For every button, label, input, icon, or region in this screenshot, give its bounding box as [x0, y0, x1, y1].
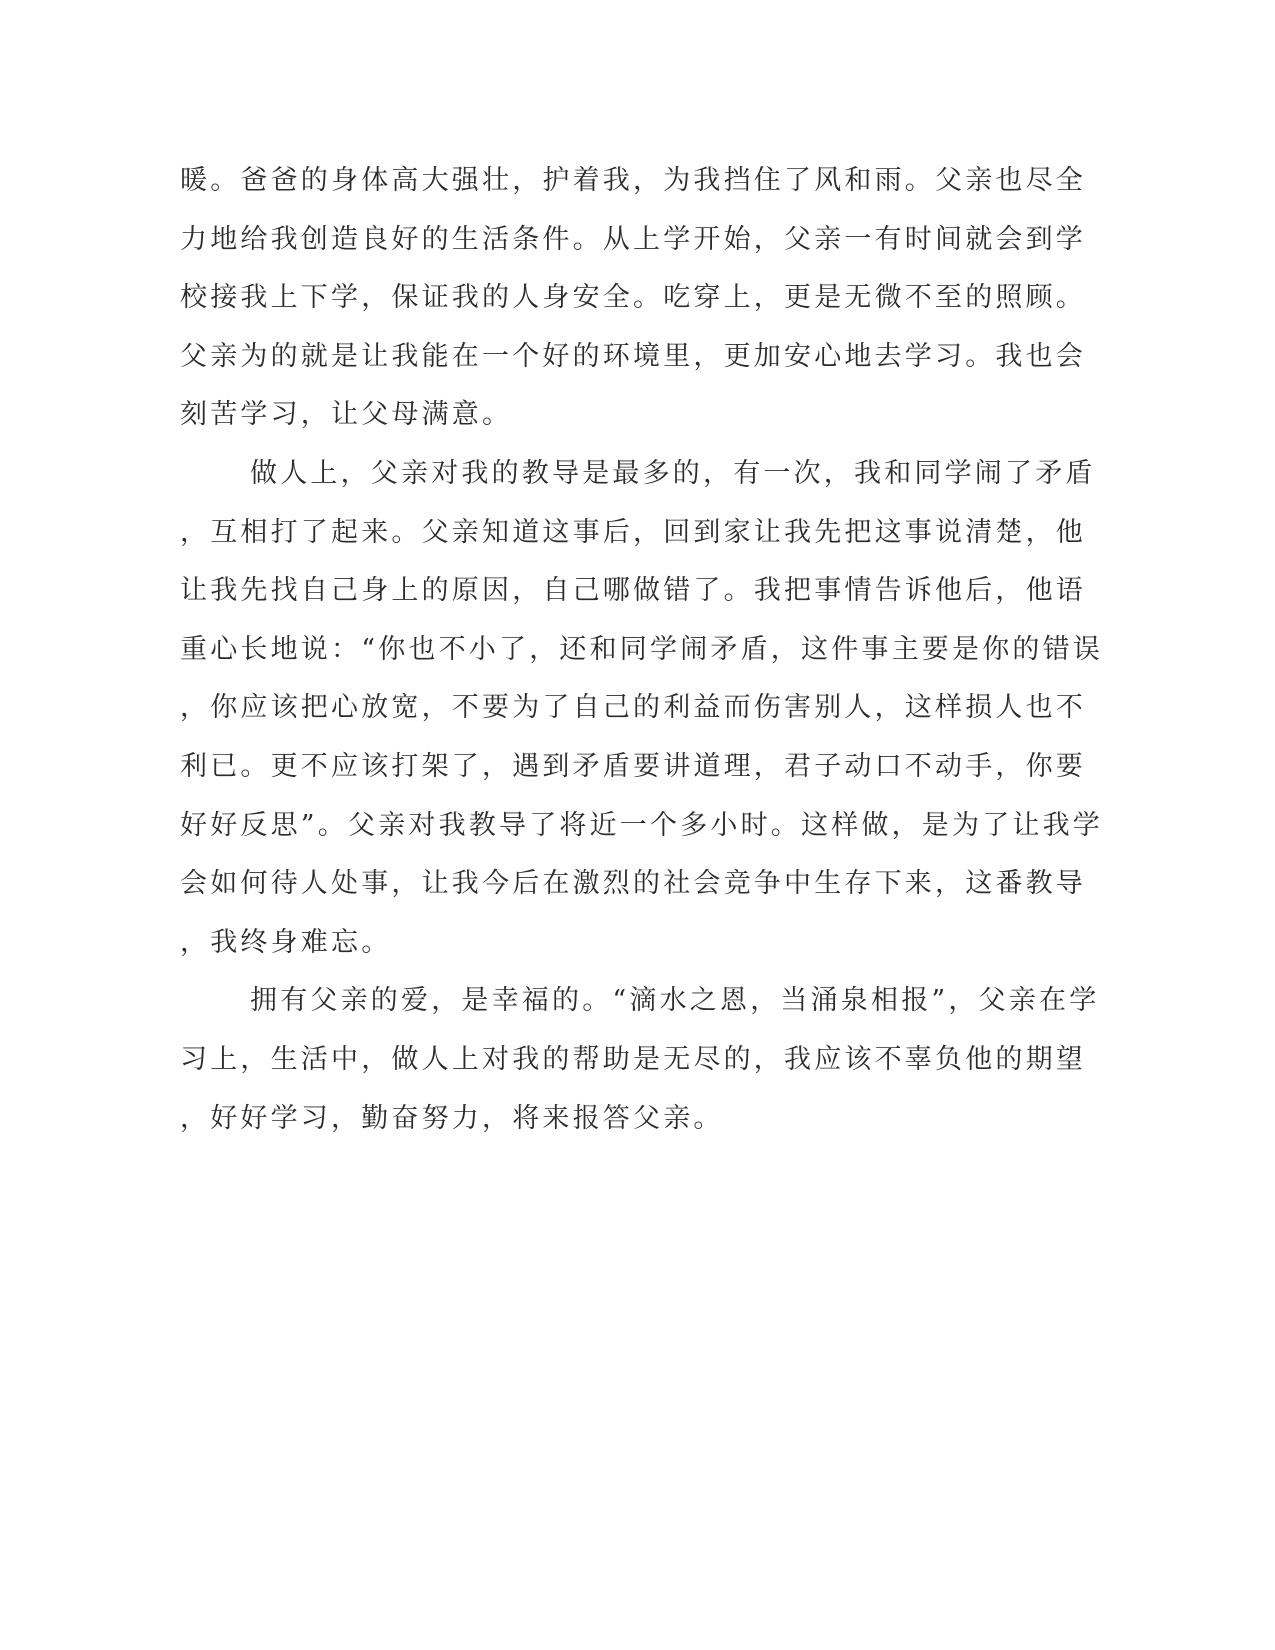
text-line: 刻苦学习，让父母满意。 [180, 399, 513, 431]
text-line: 力地给我创造良好的生活条件。从上学开始，父亲一有时间就会到学 [180, 223, 1086, 255]
text-line: 重心长地说：“你也不小了，还和同学闹矛盾，这件事主要是你的错误 [180, 633, 1104, 665]
text-line: 习上，生活中，做人上对我的帮助是无尽的，我应该不辜负他的期望 [180, 1043, 1086, 1075]
text-line: ，好好学习，勤奋努力，将来报答父亲。 [180, 1102, 724, 1134]
text-line: 做人上，父亲对我的教导是最多的，有一次，我和同学闹了矛盾 [250, 457, 1096, 489]
text-line: ，互相打了起来。父亲知道这事后，回到家让我先把这事说清楚，他 [180, 516, 1086, 548]
paragraph-1 [180, 160, 1086, 453]
text-line: 好好反思”。父亲对我教导了将近一个多小时。这样做，是为了让我学 [180, 809, 1104, 841]
text-line: 暖。爸爸的身体高大强壮，护着我，为我挡住了风和雨。父亲也尽全 [180, 165, 1086, 196]
text-line: 拥有父亲的爱，是幸福的。“滴水之恩，当涌泉相报”，父亲在学 [250, 985, 1100, 1017]
paragraph-3 [180, 980, 1100, 1156]
text-line: 会如何待人处事，让我今后在激烈的社会竞争中生存下来，这番教导 [180, 868, 1086, 900]
text-line: 父亲为的就是让我能在一个好的环境里，更加安心地去学习。我也会 [180, 340, 1086, 372]
text-line: 利已。更不应该打架了，遇到矛盾要讲道理，君子动口不动手，你要 [180, 750, 1086, 782]
text-line: 校接我上下学，保证我的人身安全。吃穿上，更是无微不至的照顾。 [180, 282, 1086, 314]
essay-body [180, 160, 1104, 1156]
paragraph-2 [180, 453, 1104, 980]
text-line: ，你应该把心放宽，不要为了自己的利益而伤害别人，这样损人也不 [180, 692, 1086, 724]
text-line: 让我先找自己身上的原因，自己哪做错了。我把事情告诉他后，他语 [180, 575, 1086, 607]
text-line: ，我终身难忘。 [180, 926, 392, 958]
